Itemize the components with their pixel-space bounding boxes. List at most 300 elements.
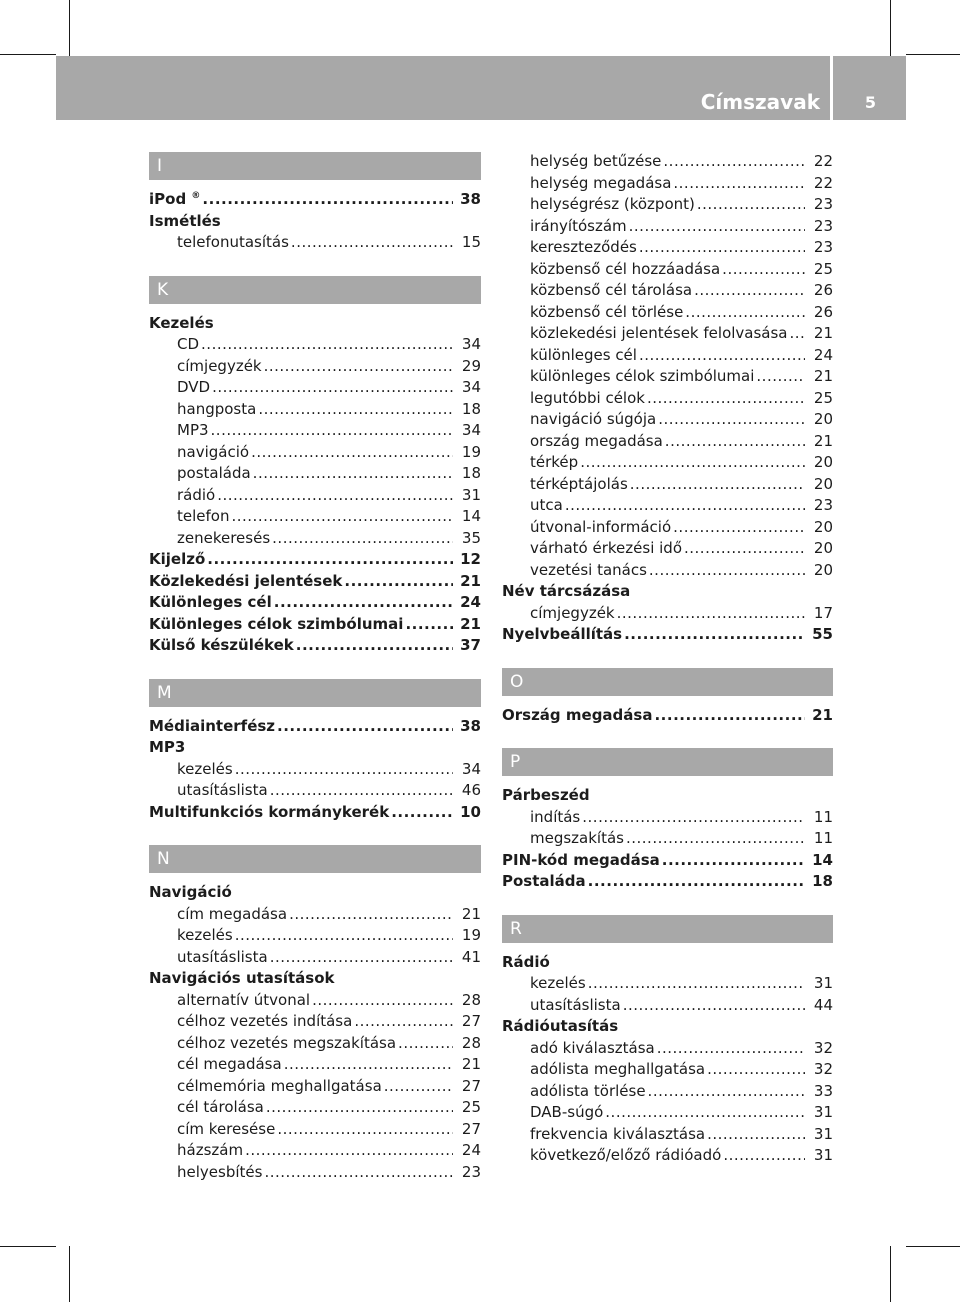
index-entry [502,625,833,647]
entry-label [177,507,229,525]
entry-label [149,593,272,611]
leader-dots [630,475,805,493]
leader-dots [790,324,806,342]
page-reference: 10 [460,802,481,821]
entry-label-text: telefonutasítás [177,233,289,251]
index-subentry [149,529,481,551]
entry-label [149,717,275,735]
index-subentry [149,1077,481,1099]
entry-label [530,1060,705,1078]
page-reference: 20 [813,474,833,493]
leader-dots [588,872,805,890]
index-subentry [502,367,833,389]
entry-label-text: helységrész (központ) [530,195,695,213]
leader-dots [405,615,453,633]
index-subentry [502,174,833,196]
leader-dots [231,507,453,525]
entry-label [530,389,645,407]
leader-dots [312,991,453,1009]
leader-dots [707,1060,805,1078]
index-subentry [502,496,833,518]
entry-label-text: kezelés [530,974,586,992]
leader-dots [398,1034,453,1052]
page-reference: 25 [813,259,833,278]
page-reference: 35 [461,528,481,547]
index-subentry [149,443,481,465]
index-subentry [149,781,481,803]
entry-label [177,464,251,482]
entry-label-text: Navigáció [149,883,232,901]
page-reference: 38 [460,716,481,735]
page-reference: 11 [813,807,833,826]
entry-label-text: rádió [177,485,216,504]
index-subentry [149,421,481,443]
crop-mark [906,1246,960,1247]
index-subentry [502,1146,833,1168]
page-reference: 18 [461,464,481,482]
index-entry [149,717,481,739]
index-subentry [502,1125,833,1147]
spacer [149,255,481,276]
entry-label-text: ország megadása [530,431,663,450]
entry-label-text: célmemória meghallgatása [177,1076,382,1095]
index-subentry [502,996,833,1018]
page-reference: 21 [461,1055,481,1073]
entry-label-text: iPod [149,190,187,208]
page-reference: 14 [461,507,481,525]
index-entry [149,883,481,905]
entry-label [177,1163,262,1181]
page-reference: 27 [461,1076,481,1095]
page-reference: 29 [461,356,481,375]
leader-dots [384,1077,453,1095]
index-entry [149,593,481,615]
page-number: 5 [864,93,876,112]
entry-label [530,829,624,847]
entry-label-text: várható érkezési idő [530,539,682,557]
entry-label [530,324,788,342]
index-entry [502,582,833,604]
index-subentry [149,1012,481,1034]
leader-dots [623,996,805,1014]
entry-label-text: kezelés [177,759,233,778]
entry-label-text: Közlekedési jelentések [149,571,343,590]
leader-dots [658,410,805,428]
entry-label [502,786,590,804]
entry-label-text: Kijelző [149,550,206,568]
page-reference: 25 [813,388,833,407]
leader-dots [665,432,805,450]
index-subentry [502,238,833,260]
entry-label [530,518,671,536]
page-reference: 21 [813,367,833,385]
page-reference: 15 [461,233,481,251]
leader-dots [639,346,805,364]
index-subentry [502,410,833,432]
entry-label [149,572,342,590]
leader-dots [639,238,805,256]
entry-label [177,1034,396,1052]
index-entry [149,636,481,658]
entry-label [530,539,682,557]
entry-label-text: postaláda [177,464,251,482]
entry-label [530,1125,705,1143]
entry-label [177,335,199,353]
leader-dots [565,496,805,514]
entry-label [530,217,627,235]
page-reference: 23 [813,238,833,256]
page-reference: 19 [461,926,481,944]
crop-mark [890,0,891,56]
entry-label [530,453,578,471]
leader-dots [588,974,805,992]
entry-label [149,212,221,230]
index-subentry [502,303,833,325]
index-subentry [502,432,833,454]
entry-label [177,760,233,778]
page-reference: 27 [461,1119,481,1138]
entry-label [177,1077,382,1095]
entry-label-text: különleges cél [530,345,637,364]
entry-label-text: Párbeszéd [502,786,590,804]
crop-mark [906,54,960,55]
entry-label [530,1146,721,1164]
leader-dots [605,1103,805,1121]
section-letter-bar: M [149,679,481,707]
leader-dots [354,1012,453,1030]
page-reference: 20 [813,539,833,557]
index-subentry [502,974,833,996]
index-entry [502,706,833,728]
entry-label [530,1039,655,1057]
page-reference: 44 [813,995,833,1014]
page-reference: 34 [461,335,481,353]
crop-mark [890,1246,891,1302]
index-subentry [502,808,833,830]
entry-label [149,883,232,901]
entry-label-text: célhoz vezetés megszakítása [177,1033,397,1052]
entry-label-text: alternatív útvonal [177,990,311,1009]
page-reference: 19 [461,442,481,461]
entry-label-text: irányítószám [530,216,627,235]
leader-dots [723,1146,805,1164]
index-entry [149,615,481,637]
entry-label [502,582,630,600]
entry-label [177,443,249,461]
page-reference: 23 [813,216,833,235]
index-subentry [149,507,481,529]
entry-label-text: adólista meghallgatása [530,1060,706,1078]
entry-label-text: útvonal-információ [530,517,672,536]
leader-dots [270,781,453,799]
entry-label-text: MP3 [149,738,186,756]
entry-label [177,1120,275,1138]
entry-label-text: cél megadása [177,1055,282,1073]
page-reference: 32 [813,1038,833,1057]
entry-label [530,152,661,170]
leader-dots [266,1098,453,1116]
entry-label-text: címjegyzék [177,356,262,375]
page-reference: 28 [461,1033,481,1052]
index-column-right [502,152,833,1168]
page-reference: 32 [813,1060,833,1078]
crop-mark [0,1246,56,1247]
leader-dots [251,443,453,461]
entry-label-text: kereszteződés [530,238,637,256]
entry-label-text: vezetési tanács [530,560,647,579]
entry-label-text: legutóbbi célok [530,388,645,407]
entry-label [530,808,580,826]
entry-label [177,991,310,1009]
leader-dots [253,464,453,482]
entry-label [177,486,215,504]
leader-dots [270,948,453,966]
index-subentry [149,1034,481,1056]
leader-dots [344,572,453,590]
entry-label-text: megszakítás [530,829,624,847]
index-subentry [149,1163,481,1185]
index-subentry [502,217,833,239]
entry-label-text: Név tárcsázása [502,582,631,600]
entry-label [530,346,637,364]
entry-label [530,195,695,213]
entry-label [149,314,214,332]
entry-label-text: következő/előző rádióadó [530,1146,722,1164]
entry-label-text: hangposta [177,399,257,418]
entry-label [530,238,637,256]
page-reference: 31 [461,485,481,504]
spacer [149,658,481,679]
entry-label [530,260,720,278]
leader-dots [685,303,805,321]
leader-dots [391,803,453,821]
page-reference: 22 [813,173,833,192]
entry-label [530,475,628,493]
index-subentry [149,926,481,948]
crop-mark [69,0,70,56]
entry-label-text: Postaláda [502,872,586,890]
page-reference: 34 [461,759,481,778]
leader-dots [582,808,805,826]
index-subentry [149,905,481,927]
entry-label [530,432,663,450]
leader-dots [662,851,805,869]
entry-label-text: közbenső cél tárolása [530,281,693,299]
entry-label-text: célhoz vezetés indítása [177,1012,353,1030]
entry-label [177,926,233,944]
leader-dots [289,905,453,923]
index-subentry [502,346,833,368]
section-letter-bar: I [149,152,481,180]
leader-dots [722,260,805,278]
leader-dots [673,518,805,536]
entry-label-text: Rádió [502,952,550,971]
entry-label-text: adó kiválasztása [530,1038,655,1057]
entry-label [177,948,268,966]
header-divider [830,56,833,120]
leader-dots [663,152,805,170]
spacer [149,304,481,314]
index-subentry [149,948,481,970]
index-subentry [502,518,833,540]
index-subentry [502,1060,833,1082]
spacer [149,873,481,883]
entry-label-text: Kezelés [149,313,214,332]
leader-dots [207,550,453,568]
leader-dots [707,1125,805,1143]
entry-label [177,357,262,375]
index-entry [149,738,481,760]
entry-label-text: cím megadása [177,904,288,923]
entry-label-text: Különleges célok szimbólumai [149,614,404,633]
entry-label [530,1082,646,1100]
index-entry [502,851,833,873]
leader-dots [657,1039,805,1057]
entry-label [149,636,294,654]
entry-label-text: utca [530,496,563,514]
page-reference: 21 [460,614,481,633]
entry-label [177,529,270,547]
index-subentry [502,1039,833,1061]
index-entry [149,572,481,594]
page-reference: 26 [813,302,833,321]
entry-label-text: házszám [177,1141,244,1159]
index-subentry [502,539,833,561]
entry-label-text: Navigációs utasítások [149,969,335,987]
index-subentry [149,1120,481,1142]
page-reference: 21 [812,705,833,724]
index-subentry [149,464,481,486]
entry-label [530,367,754,385]
entry-label [530,410,656,428]
page-reference: 23 [813,195,833,213]
index-entry [149,803,481,825]
page-reference: 12 [460,550,481,568]
index-subentry [502,389,833,411]
page-reference: 17 [813,603,833,622]
entry-label [502,851,660,869]
leader-dots [277,1120,453,1138]
entry-label-text: közbenső cél törlése [530,302,684,321]
index-subentry [149,486,481,508]
index-subentry [502,152,833,174]
leader-dots [617,604,805,622]
registered-mark: ® [191,191,201,201]
page-reference: 24 [461,1141,481,1159]
entry-label-text: zenekeresés [177,528,271,547]
section-letter-bar: N [149,845,481,873]
page-reference: 33 [813,1081,833,1100]
leader-dots [201,335,453,353]
entry-label-text: Különleges cél [149,593,272,611]
leader-dots [235,926,453,944]
leader-dots [272,529,453,547]
index-subentry [149,400,481,422]
page-reference: 23 [461,1162,481,1181]
entry-label [530,174,671,192]
spacer [149,707,481,717]
spacer [502,696,833,706]
index-subentry [502,1082,833,1104]
entry-label [177,1098,264,1116]
leader-dots [202,190,453,208]
page-reference: 18 [812,872,833,890]
page-reference: 31 [813,1103,833,1121]
spacer [502,727,833,748]
entry-label-text: Médiainterfész [149,716,276,735]
entry-label [177,400,256,418]
page-reference: 18 [461,399,481,418]
page-reference: 31 [813,974,833,992]
entry-label-text: navigáció súgója [530,410,657,428]
index-entry [149,969,481,991]
entry-label-text: frekvencia kiválasztása [530,1124,706,1143]
page-reference: 23 [813,496,833,514]
index-subentry [149,1055,481,1077]
index-subentry [502,604,833,626]
entry-label [530,281,692,299]
leader-dots [694,281,805,299]
entry-label [149,615,403,633]
entry-label-text: térkép [530,453,579,471]
spacer [149,824,481,845]
spacer [502,943,833,953]
index-subentry [149,1098,481,1120]
entry-label [177,421,209,439]
leader-dots [756,367,805,385]
entry-label [149,550,205,568]
entry-label-text: Multifunkciós kormánykerék [149,802,390,821]
entry-label-text: Külső készülékek [149,636,294,654]
section-letter-bar: R [502,915,833,943]
page-reference: 21 [813,324,833,342]
index-subentry [149,233,481,255]
leader-dots [212,378,453,396]
page-reference: 34 [461,421,481,439]
entry-label [149,803,389,821]
entry-label [530,996,621,1014]
leader-dots [648,1082,805,1100]
page-reference: 37 [460,636,481,654]
page-reference: 22 [813,152,833,170]
leader-dots [264,357,453,375]
index-column-left [149,152,481,1184]
index-subentry [502,281,833,303]
page-header [56,56,906,120]
page-reference: 46 [461,781,481,799]
crop-mark [69,1246,70,1302]
entry-label-text: térképtájolás [530,474,628,493]
leader-dots [654,706,805,724]
leader-dots [258,400,453,418]
entry-label-text: helység betűzése [530,152,662,170]
entry-label [502,706,652,724]
leader-dots [673,174,805,192]
entry-label-text: DVD [177,378,211,396]
index-entry [502,953,833,975]
entry-label-text: helység megadása [530,173,672,192]
entry-label-text: cél tárolása [177,1098,264,1116]
entry-label [530,604,615,622]
index-entry [149,212,481,234]
index-entry [502,1017,833,1039]
leader-dots [274,593,453,611]
index-subentry [149,1141,481,1163]
page-reference: 28 [461,990,481,1009]
index-entry [149,314,481,336]
entry-label [177,233,289,251]
leader-dots [245,1141,453,1159]
